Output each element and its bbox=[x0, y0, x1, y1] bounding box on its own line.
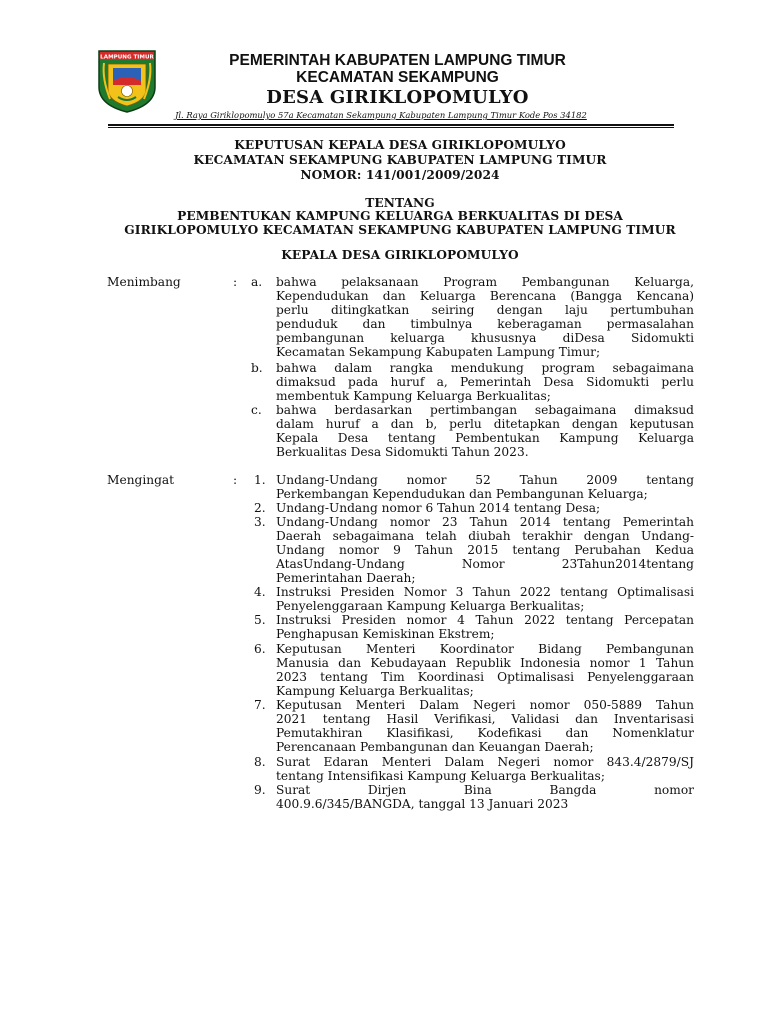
mengingat-item-marker: 2. bbox=[254, 501, 266, 515]
menimbang-item bbox=[276, 403, 694, 459]
mengingat-item-line: Surat Edaran Menteri Dalam Negeri nomor 843.4/2879/SJ bbox=[276, 755, 694, 769]
mengingat-item-line: Daerah sebagaimana telah diubah terakhir dengan Undang- bbox=[276, 529, 694, 543]
mengingat-item-marker: 1. bbox=[254, 473, 266, 487]
decree-title-district: KECAMATAN SEKAMPUNG KABUPATEN LAMPUNG TIMUR bbox=[193, 153, 607, 167]
decree-subject-line1: PEMBENTUKAN KAMPUNG KELUARGA BERKUALITAS DI DESA bbox=[177, 209, 623, 223]
mengingat-item-line: Instruksi Presiden Nomor 3 Tahun 2022 tentang Optimalisasi bbox=[276, 585, 694, 599]
header-government-line: PEMERINTAH KABUPATEN LAMPUNG TIMUR bbox=[229, 52, 566, 69]
mengingat-item bbox=[276, 501, 694, 515]
decree-subject-line2: GIRIKLOPOMULYO KECAMATAN SEKAMPUNG KABUPATEN LAMPUNG TIMUR bbox=[124, 223, 676, 237]
mengingat-item-line: Pemutakhiran Klasifikasi, Kodefikasi dan Nomenklatur bbox=[276, 726, 694, 740]
header-rule-thick bbox=[108, 124, 674, 126]
mengingat-item-line: Manusia dan Kebudayaan Republik Indonesia nomor 1 Tahun bbox=[276, 656, 694, 670]
menimbang-item-line: membentuk Kampung Keluarga Berkualitas; bbox=[276, 389, 551, 403]
mengingat-item bbox=[276, 473, 694, 501]
menimbang-item-line: Kepala Desa tentang Pembentukan Kampung Keluarga bbox=[276, 431, 694, 445]
menimbang-item-line: bahwa pelaksanaan Program Pembangunan Keluarga, bbox=[276, 275, 694, 289]
mengingat-item-line: Undang-Undang nomor 52 Tahun 2009 tentang bbox=[276, 473, 694, 487]
mengingat-item-line: Perkembangan Kependudukan dan Pembangunan Keluarga; bbox=[276, 487, 648, 501]
menimbang-item-line: Kecamatan Sekampung Kabupaten Lampung Timur; bbox=[276, 345, 601, 359]
menimbang-item-line: perlu ditingkatkan seiring dengan laju pertumbuhan bbox=[276, 303, 694, 317]
mengingat-item-line: 2023 tentang Tim Koordinasi Optimalisasi Penyelenggaraan bbox=[276, 670, 694, 684]
menimbang-item bbox=[276, 275, 694, 359]
menimbang-item-line: penduduk dan timbulnya keberagaman permasalahan bbox=[276, 317, 694, 331]
mengingat-label: Mengingat bbox=[107, 473, 175, 487]
menimbang-item-line: bahwa berdasarkan pertimbangan sebagaimana dimaksud bbox=[276, 403, 694, 417]
mengingat-item-marker: 5. bbox=[254, 613, 266, 627]
menimbang-item-marker: b. bbox=[251, 361, 263, 375]
mengingat-item-line: 2021 tentang Hasil Verifikasi, Validasi dan Inventarisasi bbox=[276, 712, 694, 726]
mengingat-item-marker: 7. bbox=[254, 698, 266, 712]
mengingat-item-line: AtasUndang-Undang Nomor 23Tahun2014tentang bbox=[276, 557, 694, 571]
decree-number: NOMOR: 141/001/2009/2024 bbox=[300, 168, 500, 182]
mengingat-item-line: Penyelenggaraan Kampung Keluarga Berkualitas; bbox=[276, 599, 585, 613]
mengingat-item-line: 400.9.6/345/BANGDA, tanggal 13 Januari 2023 bbox=[276, 797, 569, 811]
lampung-timur-emblem-icon bbox=[96, 49, 158, 113]
mengingat-item-marker: 8. bbox=[254, 755, 266, 769]
mengingat-item-line: Keputusan Menteri Dalam Negeri nomor 050-5889 Tahun bbox=[276, 698, 694, 712]
svg-text:LAMPUNG TIMUR: LAMPUNG TIMUR bbox=[100, 54, 154, 61]
mengingat-item-line: Keputusan Menteri Koordinator Bidang Pembangunan bbox=[276, 642, 694, 656]
mengingat-item-marker: 4. bbox=[254, 585, 266, 599]
menimbang-label: Menimbang bbox=[107, 275, 181, 289]
mengingat-item bbox=[276, 515, 694, 585]
mengingat-item-line: tentang Intensifikasi Kampung Keluarga Berkualitas; bbox=[276, 769, 605, 783]
mengingat-item-line: Penghapusan Kemiskinan Ekstrem; bbox=[276, 627, 495, 641]
issuing-official: KEPALA DESA GIRIKLOPOMULYO bbox=[281, 248, 519, 262]
mengingat-item bbox=[276, 783, 694, 811]
header-address: Jl. Raya Giriklopomulyo 57a Kecamatan Sekampung Kabupaten Lampung Timur Kode Pos 34182 bbox=[175, 110, 587, 120]
menimbang-colon: : bbox=[233, 275, 238, 289]
header-rule-thin bbox=[108, 127, 674, 128]
mengingat-item-marker: 3. bbox=[254, 515, 266, 529]
mengingat-item-marker: 9. bbox=[254, 783, 266, 797]
menimbang-item-marker: a. bbox=[251, 275, 263, 289]
menimbang-item bbox=[276, 361, 694, 403]
mengingat-item bbox=[276, 613, 694, 641]
header-district-line: KECAMATAN SEKAMPUNG bbox=[296, 69, 499, 86]
menimbang-item-line: pembangunan keluarga khususnya diDesa Sidomukti bbox=[276, 331, 694, 345]
mengingat-item-line: Instruksi Presiden nomor 4 Tahun 2022 tentang Percepatan bbox=[276, 613, 694, 627]
menimbang-item-line: dimaksud pada huruf a, Pemerintah Desa Sidomukti perlu bbox=[276, 375, 694, 389]
mengingat-colon: : bbox=[233, 473, 238, 487]
mengingat-item bbox=[276, 698, 694, 754]
mengingat-item bbox=[276, 585, 694, 613]
tentang-heading: TENTANG bbox=[365, 196, 435, 210]
mengingat-item-line: Undang-Undang nomor 23 Tahun 2014 tentang Pemerintah bbox=[276, 515, 694, 529]
mengingat-item bbox=[276, 642, 694, 698]
mengingat-item-line: Undang-Undang nomor 6 Tahun 2014 tentang Desa; bbox=[276, 501, 601, 515]
mengingat-item bbox=[276, 755, 694, 783]
mengingat-item-line: Perencanaan Pembangunan dan Keuangan Daerah; bbox=[276, 740, 594, 754]
mengingat-item-line: Surat Dirjen Bina Bangda nomor bbox=[276, 783, 694, 797]
menimbang-item-line: dalam huruf a dan b, perlu ditetapkan dengan keputusan bbox=[276, 417, 694, 431]
menimbang-item-line: Kependudukan dan Keluarga Berencana (Bangga Kencana) bbox=[276, 289, 694, 303]
mengingat-item-line: Pemerintahan Daerah; bbox=[276, 571, 416, 585]
mengingat-item-line: Undang nomor 9 Tahun 2015 tentang Perubahan Kedua bbox=[276, 543, 694, 557]
mengingat-item-marker: 6. bbox=[254, 642, 266, 656]
mengingat-item-line: Kampung Keluarga Berkualitas; bbox=[276, 684, 474, 698]
menimbang-item-line: Berkualitas Desa Sidomukti Tahun 2023. bbox=[276, 445, 529, 459]
menimbang-item-line: bahwa dalam rangka mendukung program sebagaimana bbox=[276, 361, 694, 375]
decree-title: KEPUTUSAN KEPALA DESA GIRIKLOPOMULYO bbox=[234, 138, 566, 152]
header-village-line: DESA GIRIKLOPOMULYO bbox=[266, 87, 529, 108]
menimbang-item-marker: c. bbox=[251, 403, 262, 417]
